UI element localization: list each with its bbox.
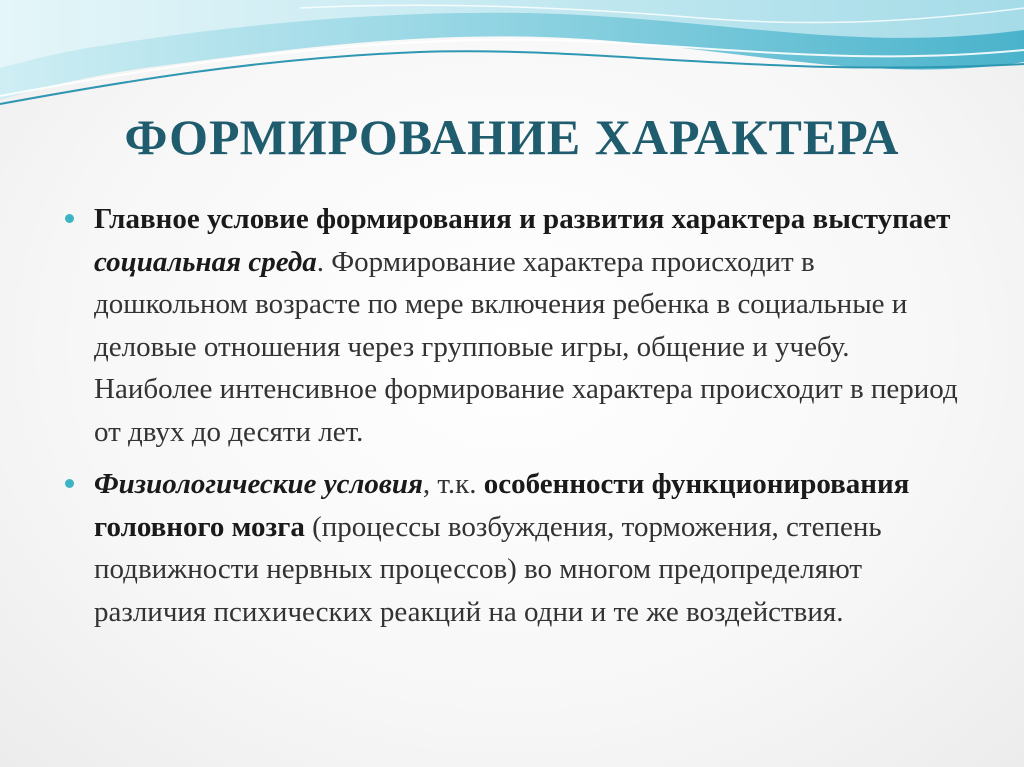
body-text: (процессы возбуждения, торможения, степень подвижности нервных процессов) во многом предопределяют различия психических реакций на одни и те же воздействия.: [94, 510, 882, 628]
body-text: . Формирование характера происходит в дошкольном возрасте по мере включения ребенка в социальные и деловые отношения через групповые игры, общение и учебу. Наиболее интенсивное формирование характера происходит в период от двух до десяти лет.: [94, 245, 958, 448]
bold-italic-text: Физиологические условия: [94, 468, 423, 500]
bold-text: особенности функционирования головного мозга: [94, 468, 910, 543]
bold-text: Главное условие формирования и развития характера выступает: [94, 203, 951, 235]
slide-content: [62, 198, 962, 643]
bold-italic-text: социальная среда: [94, 245, 317, 278]
bullet-dot-icon: [65, 479, 74, 488]
bullet-dot-icon: [65, 214, 74, 223]
slide-title: ФОРМИРОВАНИЕ ХАРАКТЕРА: [124, 109, 900, 165]
decorative-wave-header: [0, 0, 1024, 120]
body-text: , т.к.: [422, 468, 484, 500]
bullet-social-environment: [62, 198, 962, 453]
bullet-physiological-conditions: [62, 463, 962, 633]
